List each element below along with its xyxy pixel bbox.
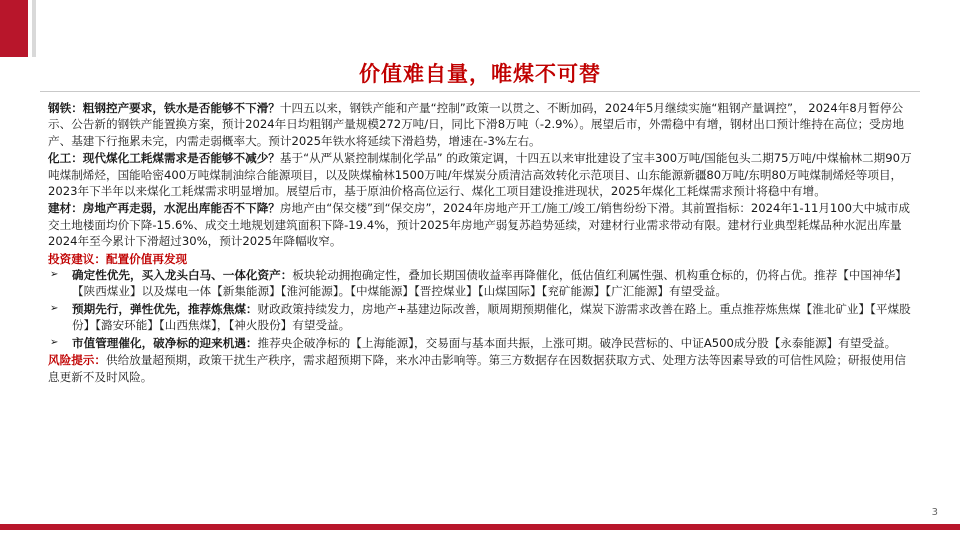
paragraph-lead: 建材：房地产再走弱，水泥出库能否不下降？: [48, 201, 280, 216]
investment-bullet: [48, 267, 914, 300]
content-body: [48, 100, 914, 386]
risk-lead: 风险提示：: [48, 353, 106, 368]
investment-bullet: [48, 301, 914, 334]
risk-body: 供给放量超预期，政策干扰生产秩序，需求超预期下降，来水冲击影响等。第三方数据存在因数据获取方式、处理方法等因素导致的可信性风险；研报使用信息更新不及时风险。: [48, 353, 906, 384]
bullet-arrow-icon: ➢: [50, 302, 59, 314]
title-divider: [40, 91, 920, 92]
page-number: 3: [931, 507, 938, 518]
investment-bullet: [48, 335, 914, 351]
investment-heading: 投资建议：配置价值再发现: [48, 251, 188, 266]
paragraph-building-materials: [48, 200, 914, 249]
bullet-body: 财政政策持续发力，房地产+基建边际改善，顺周期预期催化，煤炭下游需求改善在路上。重点推荐炼焦煤【淮北矿业】【平煤股份】【潞安环能】【山西焦煤】，【神火股份】有望受益。: [72, 301, 911, 333]
paragraph-chemical: [48, 150, 914, 199]
paragraph-lead: 化工：现代煤化工耗煤需求是否能够不减少？: [48, 151, 280, 166]
header-accent-block: [0, 0, 28, 57]
bullet-arrow-icon: ➢: [50, 269, 59, 281]
paragraph-body: 房地产由“保交楼”到“保交房”，2024年房地产开工/施工/竣工/销售纷纷下滑。其前置指标：2024年1-11月100大中城市成交土地楼面均价下降-15.6%、成交土地规划建筑面积下降-19.4%，预计2025年房地产弱复苏趋势延续，对建材行业需求带动有限。建材行业典型耗煤品种水泥出库量2024年至今累计下滑超过30%，预计2025年降幅收窄。: [48, 201, 911, 249]
bullet-lead: 市值管理催化，破净标的迎来机遇：: [72, 335, 258, 350]
bullet-lead: 确定性优先，买入龙头白马、一体化资产：: [72, 268, 293, 283]
risk-warning: [48, 352, 914, 385]
paragraph-body: 十四五以来，钢铁产能和产量“控制”政策一以贯之、不断加码，2024年5月继续实施“粗钢产量调控”， 2024年8月暂停公示、公告新的钢铁产能置换方案，预计2024年日均粗钢产量规模272万吨/日，同比下滑8万吨（-2.9%）。展望后市，外需稳中有增，钢材出口预计维持在高位；受房地产、基建下行拖累未完，内需走弱概率大。预计2025年铁水将延续下滑趋势，增速在-3%左右。: [48, 101, 904, 148]
paragraph-body: 基于“从严从紧控制煤制化学品” 的政策定调，十四五以来审批建设了宝丰300万吨/国能包头二期75万吨/中煤榆林二期90万吨煤制烯烃，国能哈密400万吨煤制油综合能源项目，以及陕煤榆林1500万吨/年煤炭分质清洁高效转化示范项目、山东能源新疆80万吨/东明80万吨煤制烯烃等项目，2023年下半年以来煤化工耗煤需求明显增加。展望后市，基于原油价格高位运行、煤化工项目建设推进现状，2025年煤化工耗煤需求预计将稳中有增。: [48, 151, 912, 199]
page-title: 价值难自量，唯煤不可替: [359, 61, 601, 86]
paragraph-steel: [48, 100, 914, 149]
footer-bar: [0, 524, 960, 530]
bullet-body: 板块轮动拥抱确定性，叠加长期国债收益率再降催化，低估值红利属性强、机构重仓标的，仍将占优。推荐【中国神华】【陕西煤业】以及煤电一体【新集能源】【淮河能源】。【中煤能源】【晋控煤业】【山煤国际】【兖矿能源】【广汇能源】有望受益。: [72, 268, 907, 299]
bullet-body: 推荐央企破净标的【上海能源】，交易面与基本面共振，上涨可期。破净民营标的、中证A500成分股【永泰能源】有望受益。: [257, 335, 897, 350]
header-accent-strip: [32, 0, 36, 57]
paragraph-lead: 钢铁：粗钢控产要求，铁水是否能够不下滑？: [48, 101, 280, 115]
bullet-arrow-icon: ➢: [50, 336, 59, 348]
bullet-lead: 预期先行，弹性优先，推荐炼焦煤：: [72, 301, 258, 316]
